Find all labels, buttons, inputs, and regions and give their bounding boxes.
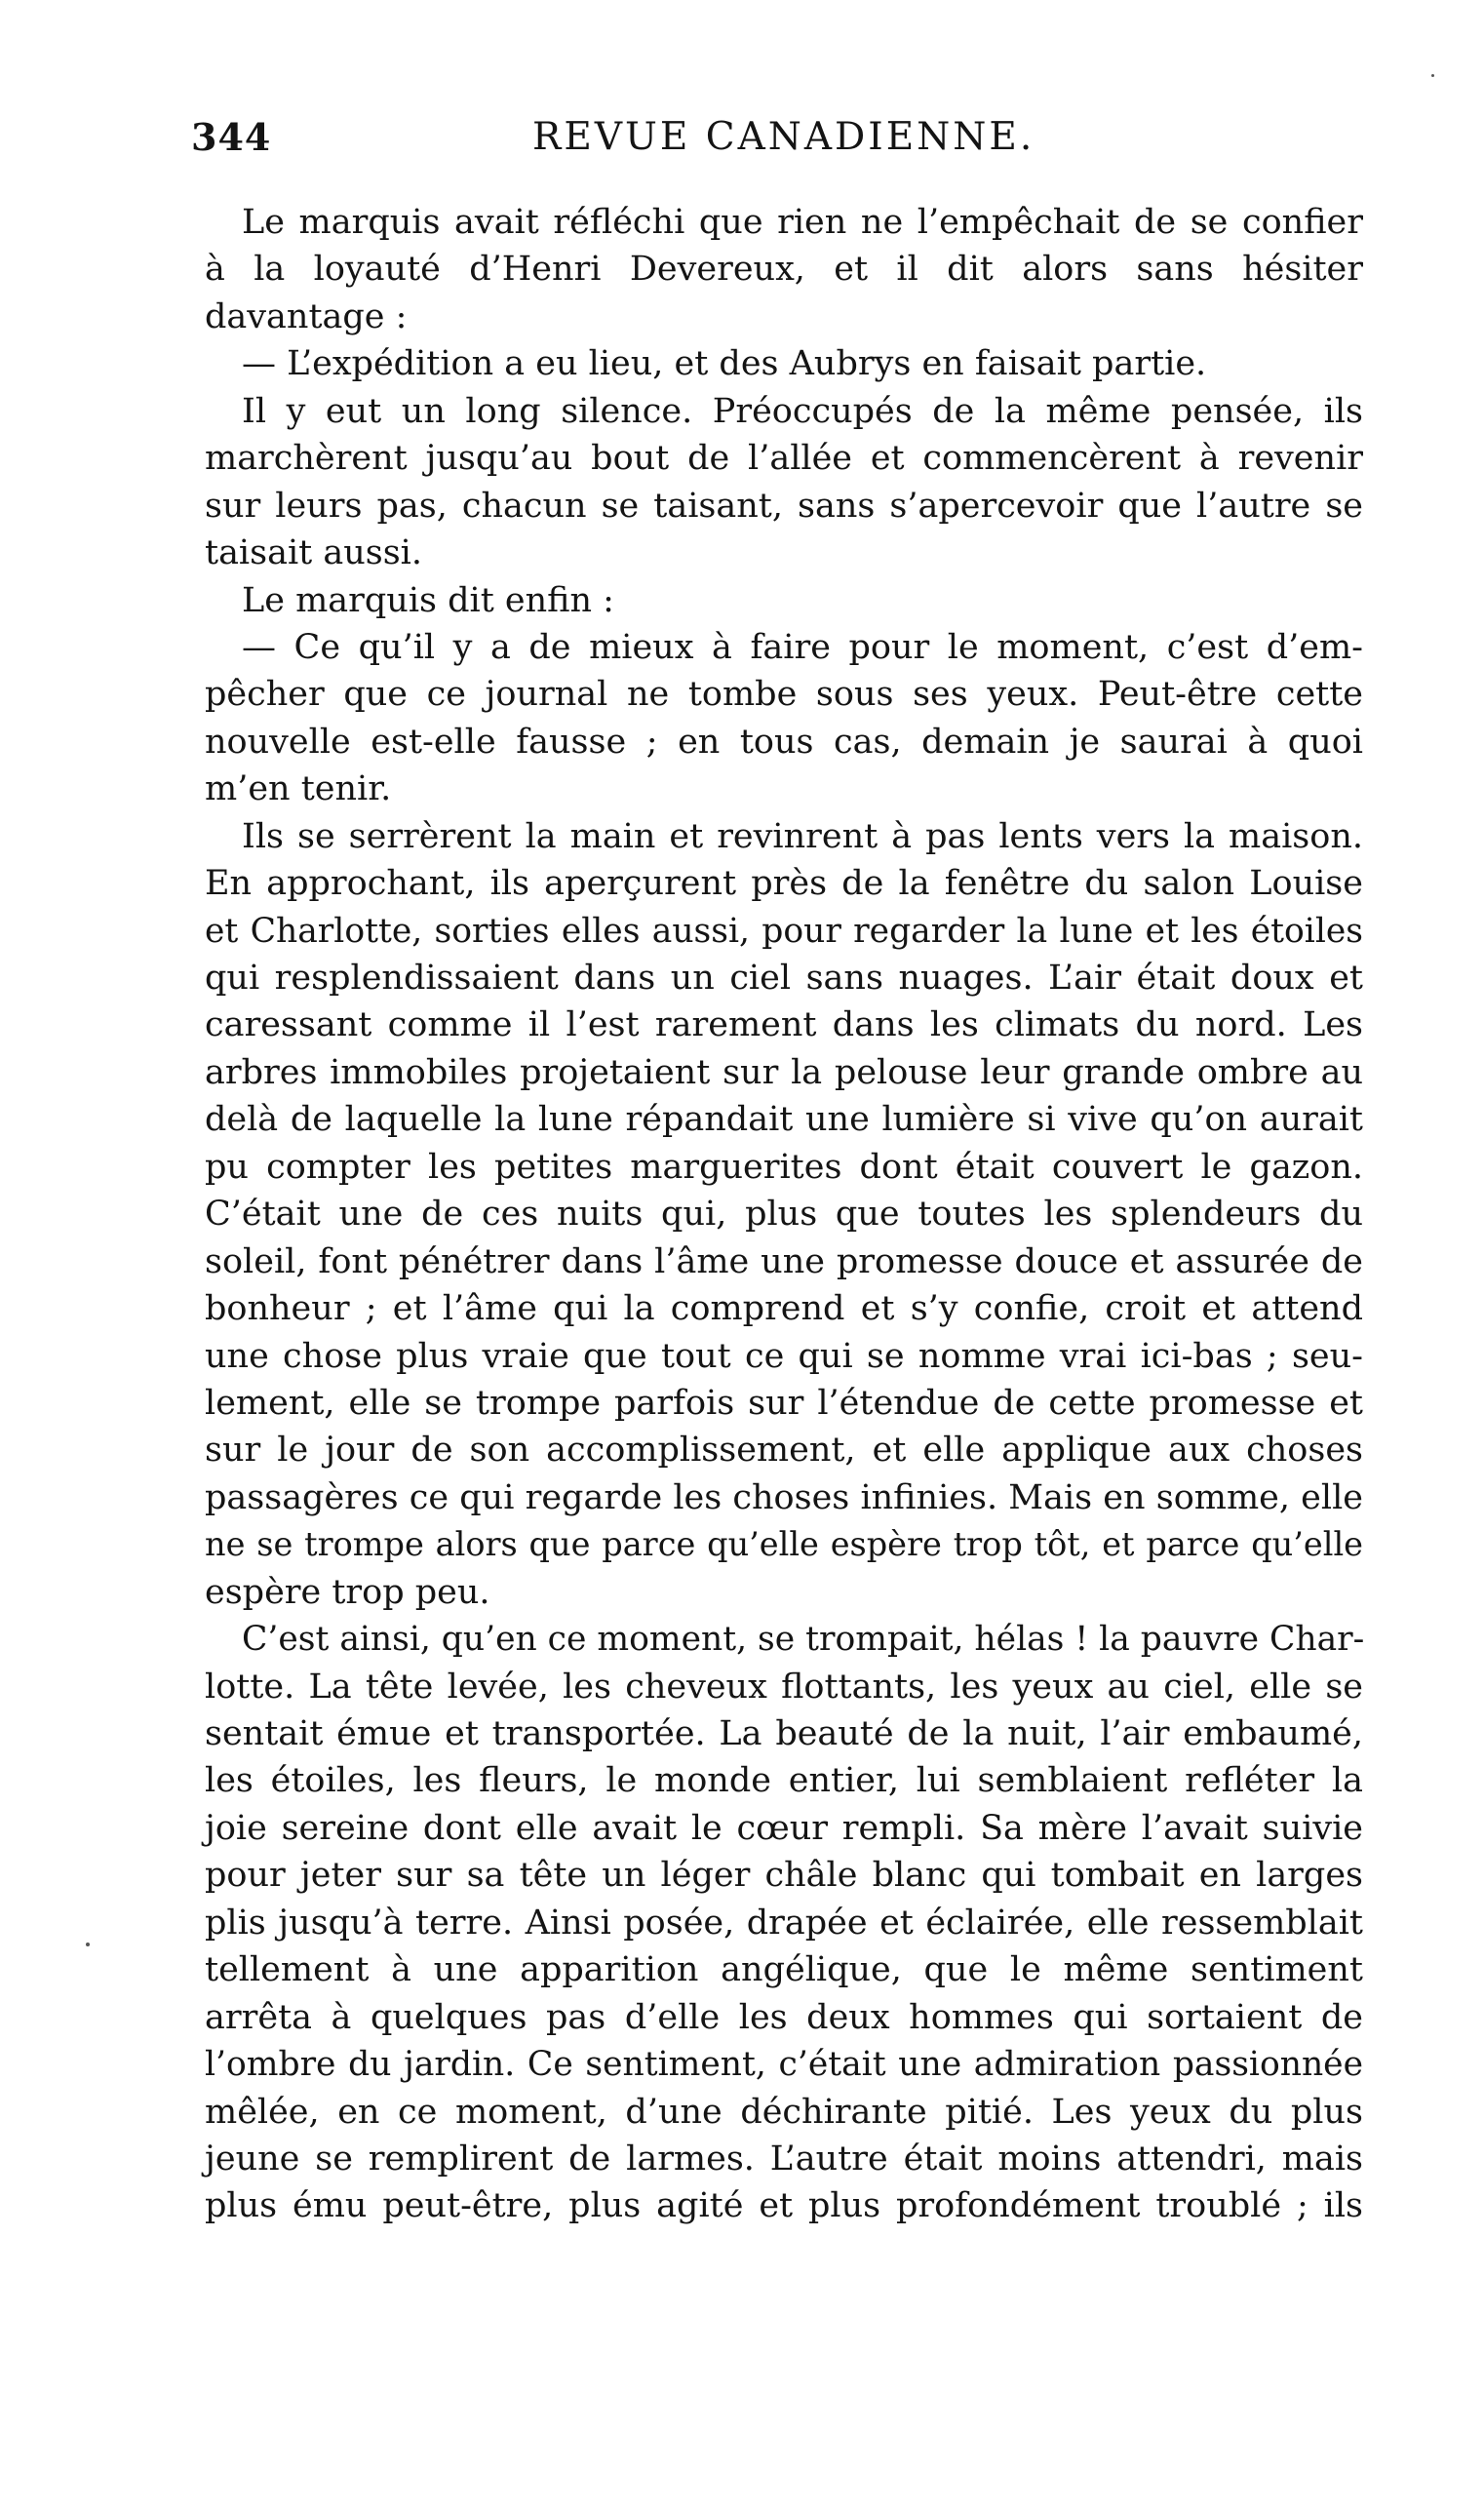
text-line: qui resplendissaient dans un ciel sans nuages. L’air était doux et bbox=[205, 959, 1363, 998]
text-line: delà de laquelle la lune répandait une lumière si vive qu’on aurait bbox=[205, 1100, 1363, 1140]
text-line: pour jeter sur sa tête un léger châle blanc qui tombait en larges bbox=[205, 1856, 1363, 1896]
text-line: sur leurs pas, chacun se taisant, sans s’apercevoir que l’autre se bbox=[205, 486, 1363, 526]
text-line: davantage : bbox=[205, 296, 408, 336]
text-line: espère trop peu. bbox=[205, 1572, 490, 1612]
text-line: plis jusqu’à terre. Ainsi posée, drapée et éclairée, elle ressemblait bbox=[205, 1903, 1363, 1943]
text-line: pêcher que ce journal ne tombe sous ses yeux. Peut-être cette bbox=[205, 675, 1363, 715]
text-line: bonheur ; et l’âme qui la comprend et s’y confie, croit et attend bbox=[205, 1289, 1363, 1329]
text-line: jeune se remplirent de larmes. L’autre était moins attendri, mais bbox=[205, 2139, 1363, 2178]
text-line: et Charlotte, sorties elles aussi, pour regarder la lune et les étoiles bbox=[205, 911, 1363, 951]
text-line: pu compter les petites marguerites dont était couvert le gazon. bbox=[205, 1147, 1363, 1187]
text-line: caressant comme il l’est rarement dans les climats du nord. Les bbox=[205, 1005, 1363, 1045]
text-line: joie sereine dont elle avait le cœur rempli. Sa mère l’avait suivie bbox=[205, 1808, 1363, 1848]
text-line: mêlée, en ce moment, d’une déchirante pitié. Les yeux du plus bbox=[205, 2092, 1363, 2132]
text-line: tellement à une apparition angélique, que le même sentiment bbox=[205, 1950, 1363, 1990]
text-line: sur le jour de son accomplissement, et elle applique aux choses bbox=[205, 1431, 1363, 1471]
text-line: les étoiles, les fleurs, le monde entier, lui semblaient refléter la bbox=[205, 1761, 1363, 1801]
text-line: nouvelle est-elle fausse ; en tous cas, demain je saurai à quoi bbox=[205, 722, 1363, 762]
page-header bbox=[191, 115, 1363, 174]
text-line: En approchant, ils aperçurent près de la fenêtre du salon Louise bbox=[205, 864, 1363, 904]
body-text bbox=[205, 199, 1363, 2230]
running-title: REVUE CANADIENNE. bbox=[532, 115, 1035, 159]
text-line: Ils se serrèrent la main et revinrent à pas lents vers la maison. bbox=[242, 816, 1363, 856]
text-line: — Ce qu’il y a de mieux à faire pour le moment, c’est d’em- bbox=[242, 627, 1363, 667]
text-line: m’en tenir. bbox=[205, 769, 392, 809]
text-line: arbres immobiles projetaient sur la pelouse leur grande ombre au bbox=[205, 1052, 1363, 1092]
text-line: Le marquis avait réfléchi que rien ne l’empêchait de se confier bbox=[242, 203, 1363, 242]
text-line: C’était une de ces nuits qui, plus que toutes les splendeurs du bbox=[205, 1195, 1363, 1235]
text-line: — L’expédition a eu lieu, et des Aubrys en faisait partie. bbox=[242, 344, 1207, 384]
text-line: lotte. La tête levée, les cheveux flottants, les yeux au ciel, elle se bbox=[205, 1667, 1363, 1707]
text-line: à la loyauté d’Henri Devereux, et il dit alors sans hésiter bbox=[205, 250, 1363, 290]
text-line: Il y eut un long silence. Préoccupés de la même pensée, ils bbox=[242, 391, 1363, 431]
text-line: arrêta à quelques pas d’elle les deux hommes qui sortaient de bbox=[205, 1997, 1363, 2037]
text-line: lement, elle se trompe parfois sur l’étendue de cette promesse et bbox=[205, 1383, 1363, 1423]
text-line: C’est ainsi, qu’en ce moment, se trompait, hélas ! la pauvre Char- bbox=[242, 1620, 1365, 1660]
print-speck bbox=[86, 1943, 90, 1946]
text-line: soleil, font pénétrer dans l’âme une promesse douce et assurée de bbox=[205, 1241, 1363, 1281]
text-line: sentait émue et transportée. La beauté de la nuit, l’air embaumé, bbox=[205, 1714, 1363, 1753]
text-line: passagères ce qui regarde les choses infinies. Mais en somme, elle bbox=[205, 1477, 1363, 1517]
text-line: taisait aussi. bbox=[205, 533, 422, 573]
text-line: marchèrent jusqu’au bout de l’allée et commencèrent à revenir bbox=[205, 439, 1363, 479]
print-speck bbox=[1431, 74, 1434, 77]
text-line: l’ombre du jardin. Ce sentiment, c’était une admiration passionnée bbox=[205, 2045, 1363, 2085]
text-line: Le marquis dit enfin : bbox=[242, 580, 614, 620]
text-line: ne se trompe alors que parce qu’elle espère trop tôt, et parce qu’elle bbox=[205, 1525, 1363, 1564]
page-number: 344 bbox=[191, 115, 272, 159]
text-line: une chose plus vraie que tout ce qui se nomme vrai ici-bas ; seu- bbox=[205, 1336, 1363, 1376]
text-line: plus ému peut-être, plus agité et plus profondément troublé ; ils bbox=[205, 2186, 1363, 2226]
